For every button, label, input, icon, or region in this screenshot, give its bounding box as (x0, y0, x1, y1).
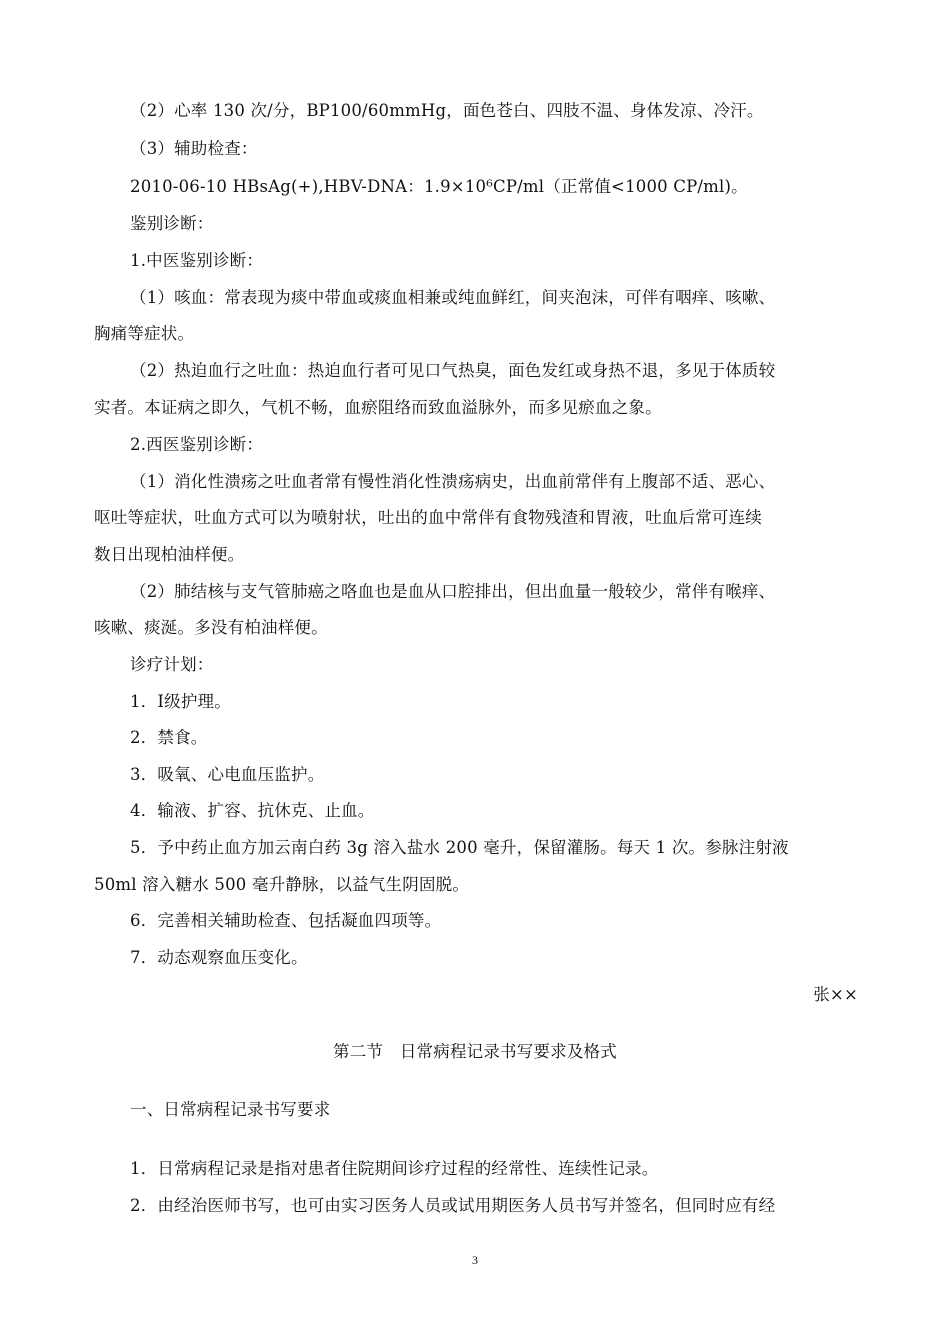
aux-exam-heading: （3）辅助检查： (130, 139, 258, 158)
paragraph-line: （1）消化性溃疡之吐血者常有慢性消化性溃疡病史，出血前常伴有上腹部不适、恶心、 (130, 472, 776, 491)
paragraph-line: 呕吐等症状，吐血方式可以为喷射状，吐出的血中常伴有食物残渣和胃液，吐血后常可连续 (94, 508, 762, 527)
plan-item-continued: 50ml 溶入糖水 500 毫升静脉，以益气生阴固脱。 (94, 875, 470, 894)
western-differential-heading: 2.西医鉴别诊断： (130, 435, 264, 454)
tcm-differential-heading: 1.中医鉴别诊断： (130, 251, 264, 270)
plan-item: 1．Ⅰ级护理。 (130, 692, 231, 711)
plan-item: 3．吸氧、心电血压监护。 (130, 765, 325, 784)
paragraph-line: （1）咳血：常表现为痰中带血或痰血相兼或纯血鲜红，间夹泡沫，可伴有咽痒、咳嗽、 (130, 288, 776, 307)
requirement-item: 1．日常病程记录是指对患者住院期间诊疗过程的经常性、连续性记录。 (130, 1159, 659, 1178)
page-number: 3 (472, 1253, 478, 1267)
differential-diagnosis-heading: 鉴别诊断： (130, 214, 214, 233)
vital-signs-line: （2）心率 130 次/分，BP100/60mmHg，面色苍白、四肢不温、身体发凉、冷汗。 (130, 101, 764, 120)
paragraph-line: 数日出现柏油样便。 (94, 545, 245, 564)
requirement-item: 2．由经治医师书写，也可由实习医务人员或试用期医务人员书写并签名，但同时应有经 (130, 1196, 776, 1215)
lab-result-line: 2010-06-10 HBsAg(+),HBV-DNA：1.9×10⁶CP/ml（正常值<1000 CP/ml)。 (130, 177, 748, 196)
paragraph-line: 咳嗽、痰涎。多没有柏油样便。 (94, 618, 328, 637)
plan-item: 7．动态观察血压变化。 (130, 948, 308, 967)
plan-item: 6．完善相关辅助检查、包括凝血四项等。 (130, 911, 442, 930)
plan-item: 5．予中药止血方加云南白药 3g 溶入盐水 200 毫升，保留灌肠。每天 1 次。参脉注射液 (130, 838, 789, 857)
plan-item: 2．禁食。 (130, 728, 208, 747)
section-title: 第二节 日常病程记录书写要求及格式 (333, 1042, 617, 1061)
plan-item: 4．输液、扩容、抗休克、止血。 (130, 801, 375, 820)
paragraph-line: （2）热迫血行之吐血：热迫血行者可见口气热臭，面色发红或身热不退，多见于体质较 (130, 361, 776, 380)
subsection-heading: 一、日常病程记录书写要求 (130, 1100, 331, 1119)
signature: 张×× (813, 985, 858, 1004)
paragraph-line: （2）肺结核与支气管肺癌之咯血也是血从口腔排出，但出血量一般较少，常伴有喉痒、 (130, 582, 776, 601)
treatment-plan-heading: 诊疗计划： (130, 655, 214, 674)
paragraph-line: 胸痛等症状。 (94, 324, 195, 343)
paragraph-line: 实者。本证病之即久，气机不畅，血瘀阻络而致血溢脉外，而多见瘀血之象。 (94, 398, 662, 417)
